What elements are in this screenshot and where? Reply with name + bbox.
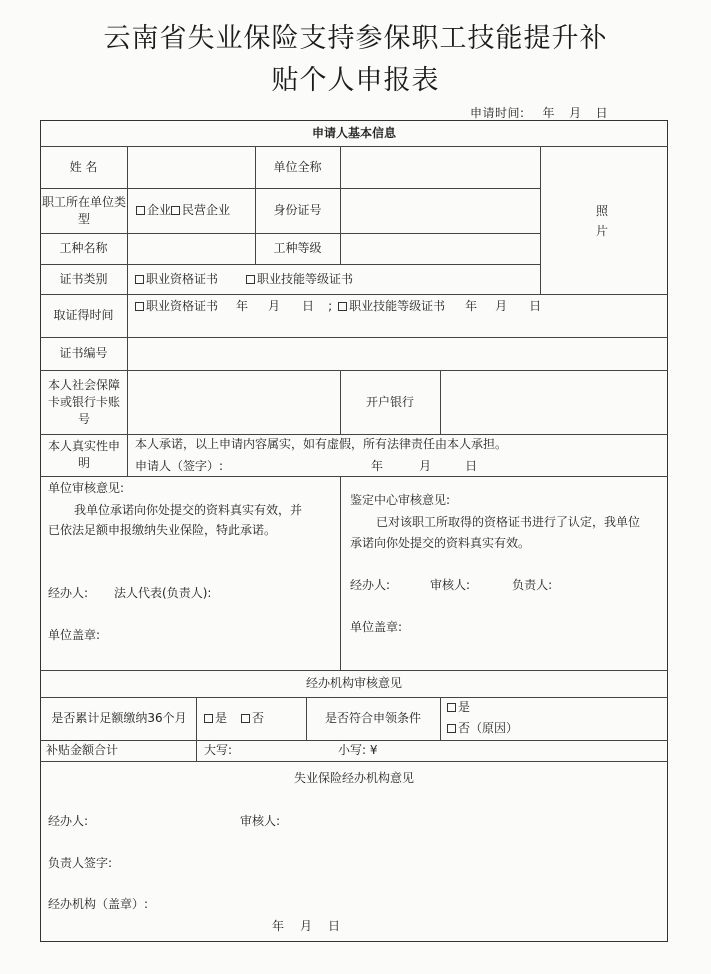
checkbox-eligible-no[interactable]	[447, 724, 456, 733]
apply-date: 申请时间: 年 月 日	[470, 106, 609, 120]
eligible-no-option: 否（原因）	[447, 720, 647, 738]
unit-review-text: 我单位承诺向你处提交的资料真实有效，并已依法足额申报缴纳失业保险，特此承诺。	[48, 503, 303, 537]
checkbox-paid36-yes[interactable]	[204, 714, 213, 723]
job-level-field[interactable]	[341, 234, 539, 263]
id-field[interactable]	[341, 189, 539, 232]
checkbox-cert-date-qualification[interactable]	[135, 302, 144, 311]
form-title-line1: 云南省失业保险支持参保职工技能提升补	[103, 23, 608, 54]
agency-handler: 经办人:	[48, 814, 89, 828]
amount-lower-label: 小写: ¥	[338, 743, 378, 757]
unit-name-label: 单位全称	[273, 159, 322, 174]
amount-upper-field[interactable]	[240, 741, 336, 760]
form-title-line2: 贴个人申报表	[271, 65, 440, 96]
rule	[40, 761, 668, 762]
truth-label: 本人真实性申明	[48, 439, 121, 470]
account-label: 本人社会保障卡或银行卡账号	[47, 377, 120, 426]
checkbox-paid36-no[interactable]	[241, 714, 250, 723]
agency-reviewer: 审核人:	[240, 814, 281, 828]
unit-name-field[interactable]	[341, 147, 539, 187]
rule	[40, 476, 668, 477]
bank-label: 开户银行	[365, 394, 414, 409]
center-review-text: 已对该职工所取得的资格证书进行了认定，我单位承诺向你处提交的资料真实有效。	[350, 515, 641, 550]
agency-leader-sign: 负责人签字:	[48, 856, 113, 870]
checkbox-eligible-yes[interactable]	[447, 703, 456, 712]
checkbox-enterprise[interactable]	[136, 206, 145, 215]
checkbox-private-enterprise[interactable]	[171, 206, 180, 215]
job-name-field[interactable]	[128, 234, 254, 263]
center-seal: 单位盖章:	[350, 620, 403, 634]
checkbox-skill-level[interactable]	[246, 275, 255, 284]
paid36-options: 是 否	[204, 697, 304, 740]
truth-statement: 本人承诺，以上申请内容属实，如有虚假，所有法律责任由本人承担。	[135, 437, 508, 451]
agency-review-header: 经办机构审核意见	[305, 676, 402, 690]
name-field[interactable]	[128, 147, 254, 187]
cert-no-label: 证书编号	[59, 346, 108, 360]
cert-type-options: 职业资格证书 职业技能等级证书	[135, 264, 535, 294]
checkbox-cert-date-skill[interactable]	[338, 302, 347, 311]
job-level-label: 工种等级	[273, 241, 322, 255]
basic-info-header: 申请人基本信息	[311, 125, 396, 140]
amount-upper-label: 大写:	[204, 743, 233, 757]
name-label: 姓 名	[69, 159, 98, 174]
agency-opinion-title: 失业保险经办机构意见	[293, 770, 414, 785]
job-name-label: 工种名称	[59, 241, 108, 255]
account-field[interactable]	[128, 371, 339, 433]
cert-date-label: 取证得时间	[53, 308, 114, 322]
rule	[340, 476, 341, 670]
unit-review-title: 单位审核意见:	[48, 481, 125, 495]
amount-lower-field[interactable]	[402, 741, 662, 760]
paid36-label: 是否累计足额缴纳36个月	[51, 711, 187, 725]
unit-type-label: 职工所在单位类型	[42, 194, 127, 226]
center-review-title: 鉴定中心审核意见:	[350, 493, 451, 507]
unit-review-sign-row: 经办人: 法人代表(负责人):	[48, 586, 212, 600]
center-review-sign-row: 经办人: 审核人: 负责人:	[350, 578, 553, 592]
eligible-label: 是否符合申领条件	[324, 711, 421, 725]
rule	[440, 697, 441, 740]
id-label: 身份证号	[273, 203, 322, 217]
applicant-sign-row: 申请人（签字）: 年 月 日	[135, 458, 478, 473]
rule	[196, 697, 197, 761]
applicant-sign-label: 申请人（签字）:	[135, 458, 224, 473]
unit-seal: 单位盖章:	[48, 628, 101, 642]
photo-area[interactable]	[541, 147, 667, 293]
agency-date: 年 月 日	[272, 919, 341, 933]
cert-date-options: 职业资格证书 年 月 日 ; 职业技能等级证书 年 月 日	[135, 295, 665, 317]
amount-label: 补贴金额合计	[46, 743, 119, 757]
photo-label-2: 片	[596, 224, 609, 238]
cert-type-label: 证书类别	[59, 271, 108, 286]
eligible-yes-option: 是	[447, 699, 647, 717]
agency-seal: 经办机构（盖章）:	[48, 897, 149, 911]
unit-type-options: 企业 民营企业	[136, 188, 255, 233]
rule	[40, 434, 668, 435]
checkbox-vocational-qualification[interactable]	[135, 275, 144, 284]
cert-no-field[interactable]	[128, 338, 667, 369]
photo-label-1: 照	[596, 204, 609, 218]
bank-field[interactable]	[441, 371, 667, 433]
